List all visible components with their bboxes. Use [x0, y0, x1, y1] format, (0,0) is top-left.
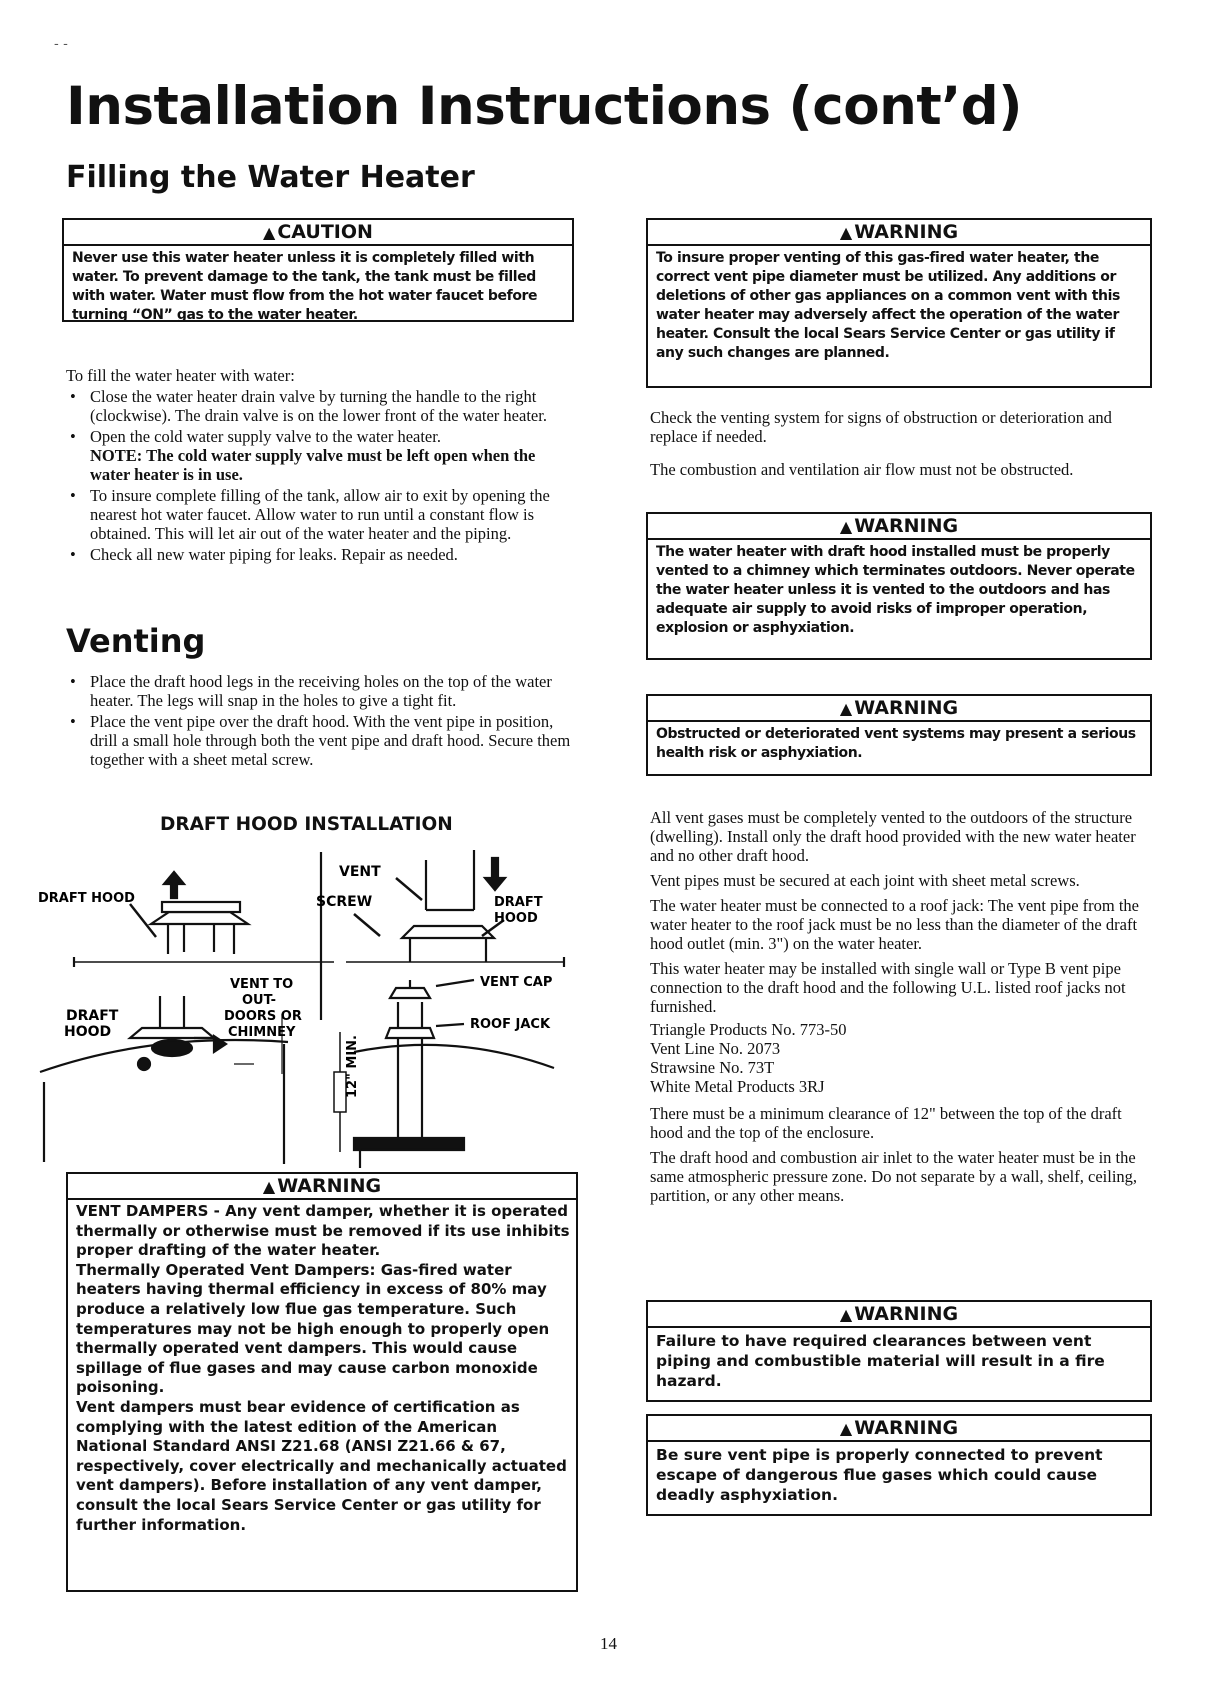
- warning-text: Failure to have required clearances between vent piping and combustible material will result in a fire hazard.: [656, 1332, 1105, 1390]
- warning-paragraph: Vent dampers must bear evidence of certification as complying with the latest edition of the American National Standard ANSI Z21.68 (ANSI Z21.66 & 67, respectively, cover electrically and mechanically actuated vent dampers). Before installation of any vent damper, consult the local Sears Service Center or gas utility for further information.: [76, 1397, 567, 1534]
- bullet-icon: •: [70, 427, 76, 446]
- label-vent-to: VENT TO: [230, 977, 294, 992]
- list-item: Vent Line No. 2073: [650, 1039, 781, 1058]
- label-screw: SCREW: [316, 894, 373, 910]
- label-draft: DRAFT: [494, 895, 543, 910]
- warning-text: The water heater with draft hood installed must be properly vented to a chimney which terminates outdoors. Never operate the water heater unless it is vented to the outdoors and has adequate air supply to avoid risks of improper operation, explosion or asphyxiation.: [656, 544, 1135, 636]
- caution-box: [62, 218, 574, 322]
- bullet-icon: •: [70, 387, 76, 406]
- paragraph: This water heater may be installed with single wall or Type B vent pipe connection to the draft hood and the following U.L. listed roof jacks not furnished.: [650, 959, 1126, 1016]
- label-chimney: CHIMNEY: [228, 1025, 296, 1040]
- roof-jack-list: [650, 1020, 1154, 1096]
- down-arrow-icon-2: [485, 858, 505, 890]
- warning-triangle-icon: ▲: [839, 517, 853, 536]
- bullet-icon: •: [70, 545, 76, 564]
- label-draft-2: DRAFT: [66, 1008, 119, 1024]
- warning-triangle-icon: ▲: [262, 1177, 276, 1196]
- page-number: 14: [600, 1634, 617, 1653]
- warning-label: WARNING: [854, 221, 959, 243]
- label-hood: HOOD: [494, 911, 538, 926]
- right-text-vent-requirements: [650, 808, 1154, 1211]
- paragraph: The combustion and ventilation air flow must not be obstructed.: [650, 460, 1074, 479]
- list-item-text: Open the cold water supply valve to the water heater.: [90, 427, 441, 446]
- label-draft-hood: DRAFT HOOD: [38, 891, 135, 906]
- warning-triangle-icon: ▲: [263, 223, 276, 242]
- list-item-text: Place the draft hood legs in the receiving holes on the top of the water heater. The legs will snap in the holes to give a tight fit.: [90, 672, 552, 710]
- warning-label: WARNING: [277, 1175, 382, 1197]
- paragraph: Vent pipes must be secured at each joint with sheet metal screws.: [650, 871, 1080, 890]
- warning-box-chimney: [646, 512, 1152, 660]
- warning-triangle-icon: ▲: [839, 223, 853, 242]
- list-item: [66, 387, 574, 425]
- paragraph: The water heater must be connected to a roof jack: The vent pipe from the water heater to the roof jack must be no less than the diameter of the draft hood outlet (min. 3") on the water heater.: [650, 896, 1139, 953]
- draft-hood-drawing: [74, 872, 334, 967]
- warning-label: WARNING: [854, 515, 959, 537]
- paragraph: The draft hood and combustion air inlet to the water heater must be in the same atmospheric pressure zone. Do not separate by a wall, shelf, ceiling, partition, or any other means.: [650, 1148, 1138, 1205]
- list-item-text: Check all new water piping for leaks. Repair as needed.: [90, 545, 458, 564]
- label-out: OUT-: [242, 993, 276, 1008]
- venting-list: [66, 672, 574, 769]
- list-item: [66, 486, 574, 543]
- warning-header: [648, 1302, 1150, 1328]
- warning-box-pipe-diameter: [646, 218, 1152, 388]
- list-item: [66, 427, 574, 446]
- caution-text: Never use this water heater unless it is completely filled with water. To prevent damage to the tank, the tank must be filled with water. Water must flow from the hot water faucet before turning “ON” gas to the water heater.: [72, 250, 538, 323]
- draft-hood-diagram: [34, 842, 614, 1170]
- list-item: [66, 545, 574, 564]
- label-hood-2: HOOD: [64, 1024, 112, 1040]
- warning-label: WARNING: [854, 697, 959, 719]
- warning-triangle-icon: ▲: [839, 699, 853, 718]
- warning-triangle-icon: ▲: [839, 1305, 853, 1324]
- warning-box-obstructed: [646, 694, 1152, 776]
- warning-triangle-icon: ▲: [839, 1419, 853, 1438]
- venting-instructions: [66, 672, 574, 771]
- warning-label: WARNING: [854, 1303, 959, 1325]
- filling-intro: To fill the water heater with water:: [66, 366, 295, 385]
- warning-label: WARNING: [854, 1417, 959, 1439]
- filling-list-2: [66, 486, 574, 564]
- right-text-venting-check: [650, 408, 1154, 485]
- paragraph: There must be a minimum clearance of 12" between the top of the draft hood and the top of the enclosure.: [650, 1104, 1122, 1142]
- filling-list: [66, 387, 574, 446]
- warning-text: Obstructed or deteriorated vent systems may present a serious health risk or asphyxiation.: [656, 726, 1136, 761]
- list-item: [66, 672, 574, 710]
- section-title-venting: Venting: [66, 622, 206, 660]
- list-item-text: Close the water heater drain valve by turning the handle to the right (clockwise). The drain valve is on the lower front of the water heater.: [90, 387, 547, 425]
- warning-header: [68, 1174, 576, 1200]
- warning-text: [68, 1200, 576, 1539]
- warning-paragraph: VENT DAMPERS - Any vent damper, whether it is operated thermally or otherwise must be removed if its use inhibits proper drafting of the water heater.: [76, 1202, 570, 1260]
- label-vent: VENT: [339, 864, 381, 880]
- warning-box-connected: [646, 1414, 1152, 1516]
- list-item-text: Place the vent pipe over the draft hood. With the vent pipe in position, drill a small hole through both the vent pipe and draft hood. Secure them together with a sheet metal screw.: [90, 712, 571, 769]
- down-arrow-icon: [164, 872, 184, 898]
- list-item: [66, 712, 574, 769]
- warning-header: [648, 514, 1150, 540]
- bullet-icon: •: [70, 712, 76, 731]
- warning-box-vent-dampers: [66, 1172, 578, 1592]
- warning-header: [648, 220, 1150, 246]
- caution-label: CAUTION: [277, 221, 373, 243]
- bullet-icon: •: [70, 486, 76, 505]
- warning-text: To insure proper venting of this gas-fired water heater, the correct vent pipe diameter must be utilized. Any additions or deletions of other gas appliances on a common vent with this water heater may adversely affect the operation of the water heater. Consult the local Sears Service Center or gas utility if any such changes are planned.: [656, 250, 1120, 361]
- roof-jack-drawing: [334, 980, 554, 1168]
- warning-header: [648, 696, 1150, 722]
- bullet-icon: •: [70, 672, 76, 691]
- warning-paragraph: Thermally Operated Vent Dampers: Gas-fired water heaters having thermal efficiency in excess of 80% may produce a relatively low flue gas temperature. Such temperatures may not be high enough to properly open thermally operated vent dampers. This would cause spillage of flue gases and may cause carbon monoxide poisoning.: [76, 1260, 550, 1397]
- label-roof-jack: ROOF JACK: [470, 1017, 551, 1032]
- list-item: Strawsine No. 73T: [650, 1058, 775, 1077]
- filling-instructions: [66, 366, 574, 566]
- warning-box-clearance: [646, 1300, 1152, 1402]
- list-item: White Metal Products 3RJ: [650, 1077, 825, 1096]
- filling-note: NOTE: The cold water supply valve must be left open when the water heater is in use.: [90, 446, 536, 484]
- diagram-caption: DRAFT HOOD INSTALLATION: [160, 814, 453, 835]
- warning-text: Be sure vent pipe is properly connected to prevent escape of dangerous flue gases which could cause deadly asphyxiation.: [656, 1446, 1103, 1504]
- page-title: Installation Instructions (cont’d): [66, 76, 1022, 137]
- caution-header: [64, 220, 572, 246]
- label-twelve-min: 12" MIN.: [345, 1035, 360, 1098]
- label-vent-cap: VENT CAP: [480, 975, 553, 990]
- section-title-filling: Filling the Water Heater: [66, 160, 475, 195]
- corner-mark: - -: [54, 36, 68, 52]
- warning-header: [648, 1416, 1150, 1442]
- paragraph: Check the venting system for signs of obstruction or deterioration and replace if needed.: [650, 408, 1112, 446]
- paragraph: All vent gases must be completely vented to the outdoors of the structure (dwelling). Install only the draft hood provided with the new water heater and no other draft hood.: [650, 808, 1136, 865]
- label-doors-or: DOORS OR: [224, 1009, 302, 1024]
- list-item-text: To insure complete filling of the tank, allow air to exit by opening the nearest hot water faucet. Allow water to run until a constant flow is obtained. This will let air out of the water heater and the piping.: [90, 486, 550, 543]
- list-item: Triangle Products No. 773-50: [650, 1020, 847, 1039]
